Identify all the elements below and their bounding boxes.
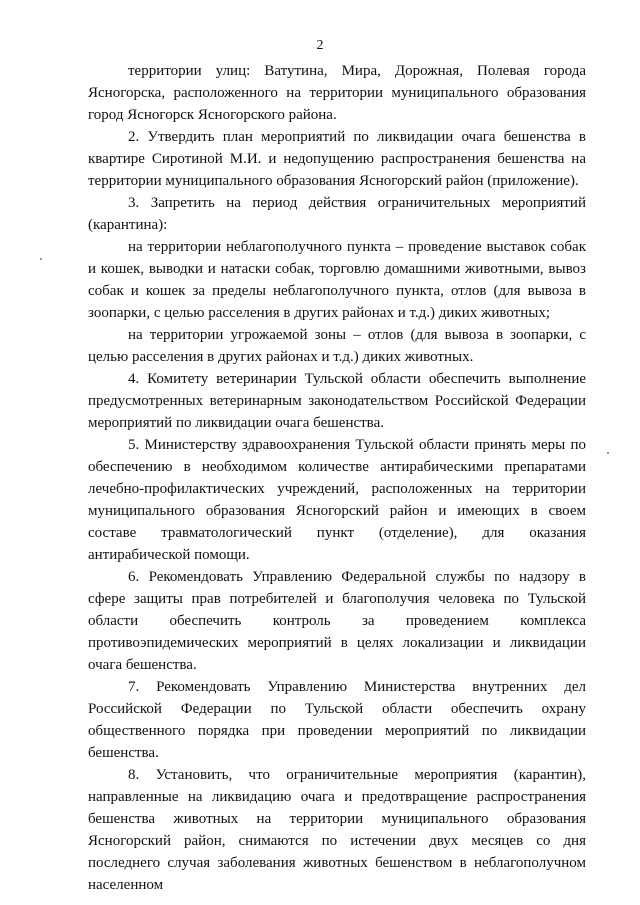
scan-speck bbox=[607, 452, 609, 454]
paragraph-item-3-subitem-1: на территории неблагополучного пункта – проведение выставок собак и кошек, выводки и натаски собак, торговлю домашними животными, вывоз собак и кошек за пределы неблагополучного пункта, отлов (для вывоза в зоопарки, с целью расселения в других районах и т.д.) диких животных; bbox=[88, 239, 586, 321]
paragraph-item-2: 2. Утвердить план мероприятий по ликвидации очага бешенства в квартире Сиротиной М.И. и недопущению распространения бешенства на территории муниципального образования Ясногорский район (приложение). bbox=[88, 129, 586, 189]
page-number: 2 bbox=[316, 38, 324, 53]
paragraph-item-3: 3. Запретить на период действия ограничительных мероприятий (карантина): bbox=[88, 195, 586, 233]
paragraph-item-4: 4. Комитету ветеринарии Тульской области обеспечить выполнение предусмотренных ветеринарным законодательством Российской Федерации мероприятий по ликвидации очага бешенства. bbox=[88, 371, 586, 431]
paragraph-item-6: 6. Рекомендовать Управлению Федеральной службы по надзору в сфере защиты прав потребителей и благополучия человека по Тульской области обеспечить контроль за проведением комплекса противоэпидемических мероприятий в целях локализации и ликвидации очага бешенства. bbox=[88, 569, 586, 673]
paragraph-item-5: 5. Министерству здравоохранения Тульской области принять меры по обеспечению в необходимом количестве антирабическими препаратами лечебно-профилактических учреждений, расположенных на территории муниципального образования Ясногорский район и имеющих в своем составе травматологический пункт (отделение), для оказания антирабической помощи. bbox=[88, 437, 586, 563]
paragraph-item-7: 7. Рекомендовать Управлению Министерства внутренних дел Российской Федерации по Тульской области обеспечить охрану общественного порядка при проведении мероприятий по ликвидации бешенства. bbox=[88, 679, 586, 761]
paragraph-continuation: территории улиц: Ватутина, Мира, Дорожная, Полевая города Ясногорска, расположенного на территории муниципального образования город Ясногорск Ясногорского района. bbox=[88, 63, 586, 123]
paragraph-item-8: 8. Установить, что ограничительные мероприятия (карантин), направленные на ликвидацию очага и предотвращение распространения бешенства животных на территории муниципального образования Ясногорский район, снимаются по истечении двух месяцев со дня последнего случая заболевания животных бешенством в неблагополучном населенном bbox=[88, 767, 586, 893]
scan-speck bbox=[40, 258, 42, 260]
document-body bbox=[88, 60, 586, 896]
paragraph-item-3-subitem-2: на территории угрожаемой зоны – отлов (для вывоза в зоопарки, с целью расселения в других районах и т.д.) диких животных. bbox=[88, 327, 586, 365]
